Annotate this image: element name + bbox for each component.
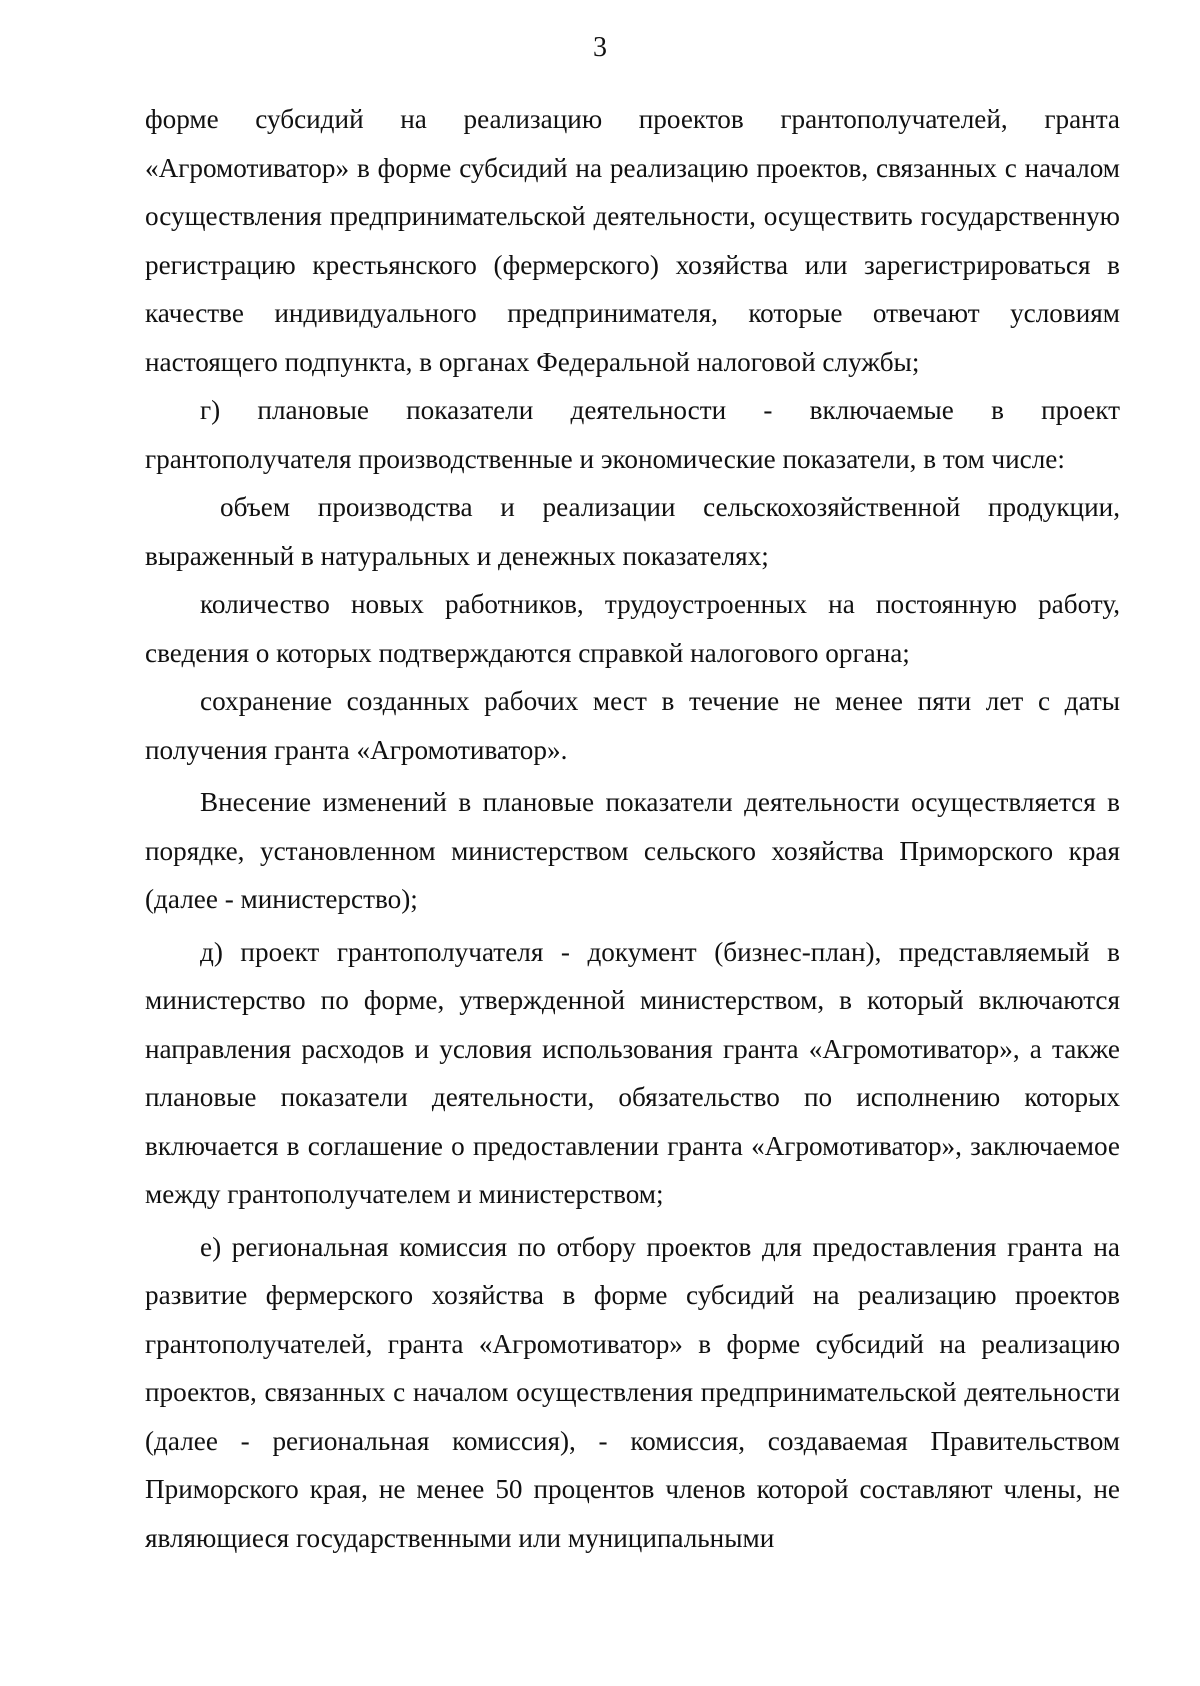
page-number: 3: [593, 32, 607, 63]
document-body: [145, 95, 1120, 1562]
paragraph-changes: Внесение изменений в плановые показатели деятельности осуществляется в порядке, установленном министерством сельского хозяйства Приморского края (далее - министерство);: [145, 787, 1120, 914]
paragraph-indicator-workers: количество новых работников, трудоустроенных на постоянную работу, сведения о которых подтверждаются справкой налогового органа;: [145, 589, 1120, 668]
paragraph-item-g: г) плановые показатели деятельности - включаемые в проект грантополучателя производственные и экономические показатели, в том числе:: [145, 395, 1120, 474]
paragraph-indicator-jobs: сохранение созданных рабочих мест в течение не менее пяти лет с даты получения гранта «Агромотиватор».: [145, 686, 1120, 765]
paragraph-item-d: д) проект грантополучателя - документ (бизнес-план), представляемый в министерство по форме, утвержденной министерством, в который включаются направления расходов и условия использования гранта «Агромотиватор», а также плановые показатели деятельности, обязательство по исполнению которых включается в соглашение о предоставлении гранта «Агромотиватор», заключаемое между грантополучателем и министерством;: [145, 936, 1120, 1209]
paragraph-item-e: е) региональная комиссия по отбору проектов для предоставления гранта на развитие фермерского хозяйства в форме субсидий на реализацию проектов грантополучателей, гранта «Агромотиватор» в форме субсидий на реализацию проектов, связанных с началом осуществления предпринимательской деятельности (далее - региональная комиссия), - комиссия, создаваемая Правительством Приморского края, не менее 50 процентов членов которой составляют члены, не являющиеся государственными или муниципальными: [145, 1231, 1120, 1553]
paragraph-indicator-production: объем производства и реализации сельскохозяйственной продукции, выраженный в натуральных и денежных показателях;: [145, 492, 1120, 571]
paragraph-continuation: форме субсидий на реализацию проектов грантополучателей, гранта «Агромотиватор» в форме субсидий на реализацию проектов, связанных с началом осуществления предпринимательской деятельности, осуществить государственную регистрацию крестьянского (фермерского) хозяйства или зарегистрироваться в качестве индивидуального предпринимателя, которые отвечают условиям настоящего подпункта, в органах Федеральной налоговой службы;: [145, 104, 1120, 377]
